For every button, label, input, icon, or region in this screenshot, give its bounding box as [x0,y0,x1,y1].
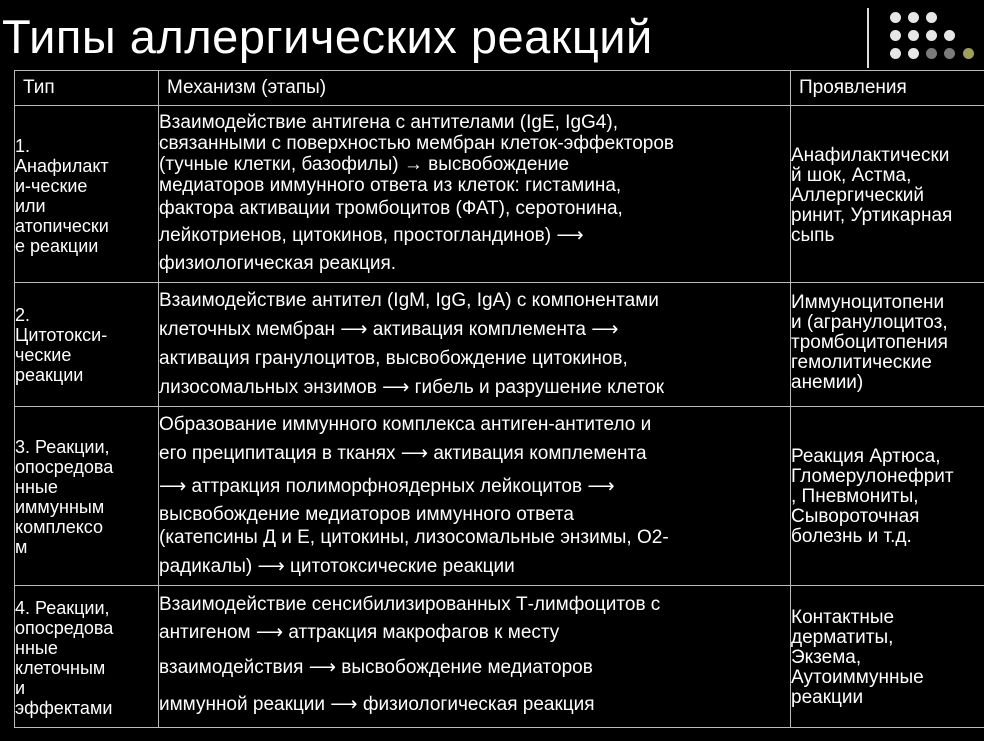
dot-1 [890,12,901,23]
manifestations-cell: Реакция Артюса, Гломерулонефрит , Пневмониты, Сывороточная болезнь и т.д. [791,407,984,586]
table-row [15,586,984,728]
manifestations-cell: Контактные дерматиты, Экзема, Аутоиммунные реакции [791,586,984,728]
header-manifestations: Проявления [799,77,907,98]
header-type: Тип [23,77,55,98]
header-type-cell [15,71,159,106]
decorative-dot-grid [886,8,984,66]
type-cell: 1. Анафилакт и-ческие или атопически е реакции [15,106,159,283]
mechanism-cell [159,283,791,407]
mechanism-line: его преципитация в тканях ⟶ активация комплемента [159,443,647,464]
mechanism-cell [159,407,791,586]
header-mechanism-cell [159,71,791,106]
mechanism-line: Взаимодействие антигена с антителами (IgE, IgG4), [159,112,618,133]
allergy-types-table [14,70,984,728]
mechanism-line: лизосомальных энзимов ⟶ гибель и разрушение клеток [159,377,665,398]
mechanism-cell [159,106,791,283]
slide-title: Типы аллергических реакций [2,10,653,63]
table-row [15,283,984,407]
header-manifestations-cell [791,71,984,106]
mechanism-line: взаимодействия ⟶ высвобождение медиаторов [159,657,593,678]
mechanism-line: фактора активации тромбоцитов (ФАТ), серотонина, [159,198,623,219]
mechanism-line: Взаимодействие антител (IgM, IgG, IgA) с компонентами [159,290,659,311]
dot-9 [908,48,919,59]
dot-6 [926,30,937,41]
mechanism-line: (катепсины Д и Е, цитокины, лизосомальные энзимы, O2- [159,527,669,548]
dot-11 [944,48,955,59]
mechanism-line: связанными с поверхностью мембран клеток-эффекторов [159,133,675,154]
manifestations-cell: Анафилактически й шок, Астма, Аллергический ринит, Уртикарная сыпь [791,106,984,283]
mechanism-line: иммунной реакции ⟶ физиологическая реакция [159,694,595,715]
mechanism-line: радикалы) ⟶ цитотоксические реакции [159,556,515,577]
table-row [15,106,984,283]
dot-2 [908,12,919,23]
mechanism-line: ⟶ аттракция полиморфноядерных лейкоцитов ⟶ [159,476,615,497]
mechanism-line: высвобождение медиаторов иммунного ответа [159,504,574,525]
dot-12 [963,48,974,59]
dot-3 [926,12,937,23]
table-row [15,407,984,586]
title-divider [867,8,869,68]
mechanism-line: физиологическая реакция. [159,253,397,274]
type-cell: 3. Реакции, опосредова нные иммунным комплексо м [15,407,159,586]
mechanism-line: медиаторов иммунного ответа из клеток: гистамина, [159,175,622,196]
dot-7 [944,30,955,41]
mechanism-cell [159,586,791,728]
mechanism-line: антигеном ⟶ аттракция макрофагов к месту [159,622,560,643]
header-mechanism: Механизм (этапы) [167,77,327,98]
type-cell: 4. Реакции, опосредова нные клеточным и эффектами [15,586,159,728]
type-cell: 2. Цитотокси- ческие реакции [15,283,159,407]
dot-8 [890,48,901,59]
mechanism-line: лейкотриенов, цитокинов, простогландинов) ⟶ [159,225,584,246]
dot-10 [926,48,937,59]
mechanism-line: клеточных мембран ⟶ активация комплемента ⟶ [159,319,619,340]
mechanism-line: активация гранулоцитов, высвобождение цитокинов, [159,348,628,369]
mechanism-line: (тучные клетки, базофилы) → высвобождение [159,154,570,175]
mechanism-line: Взаимодействие сенсибилизированных Т-лимфоцитов с [159,594,661,615]
manifestations-cell: Иммуноцитопени и (агранулоцитоз, тромбоцитопения гемолитические анемии) [791,283,984,407]
dot-5 [908,30,919,41]
table-header-row [15,71,984,106]
mechanism-line: Образование иммунного комплекса антиген-антитело и [159,414,652,435]
dot-4 [890,30,901,41]
